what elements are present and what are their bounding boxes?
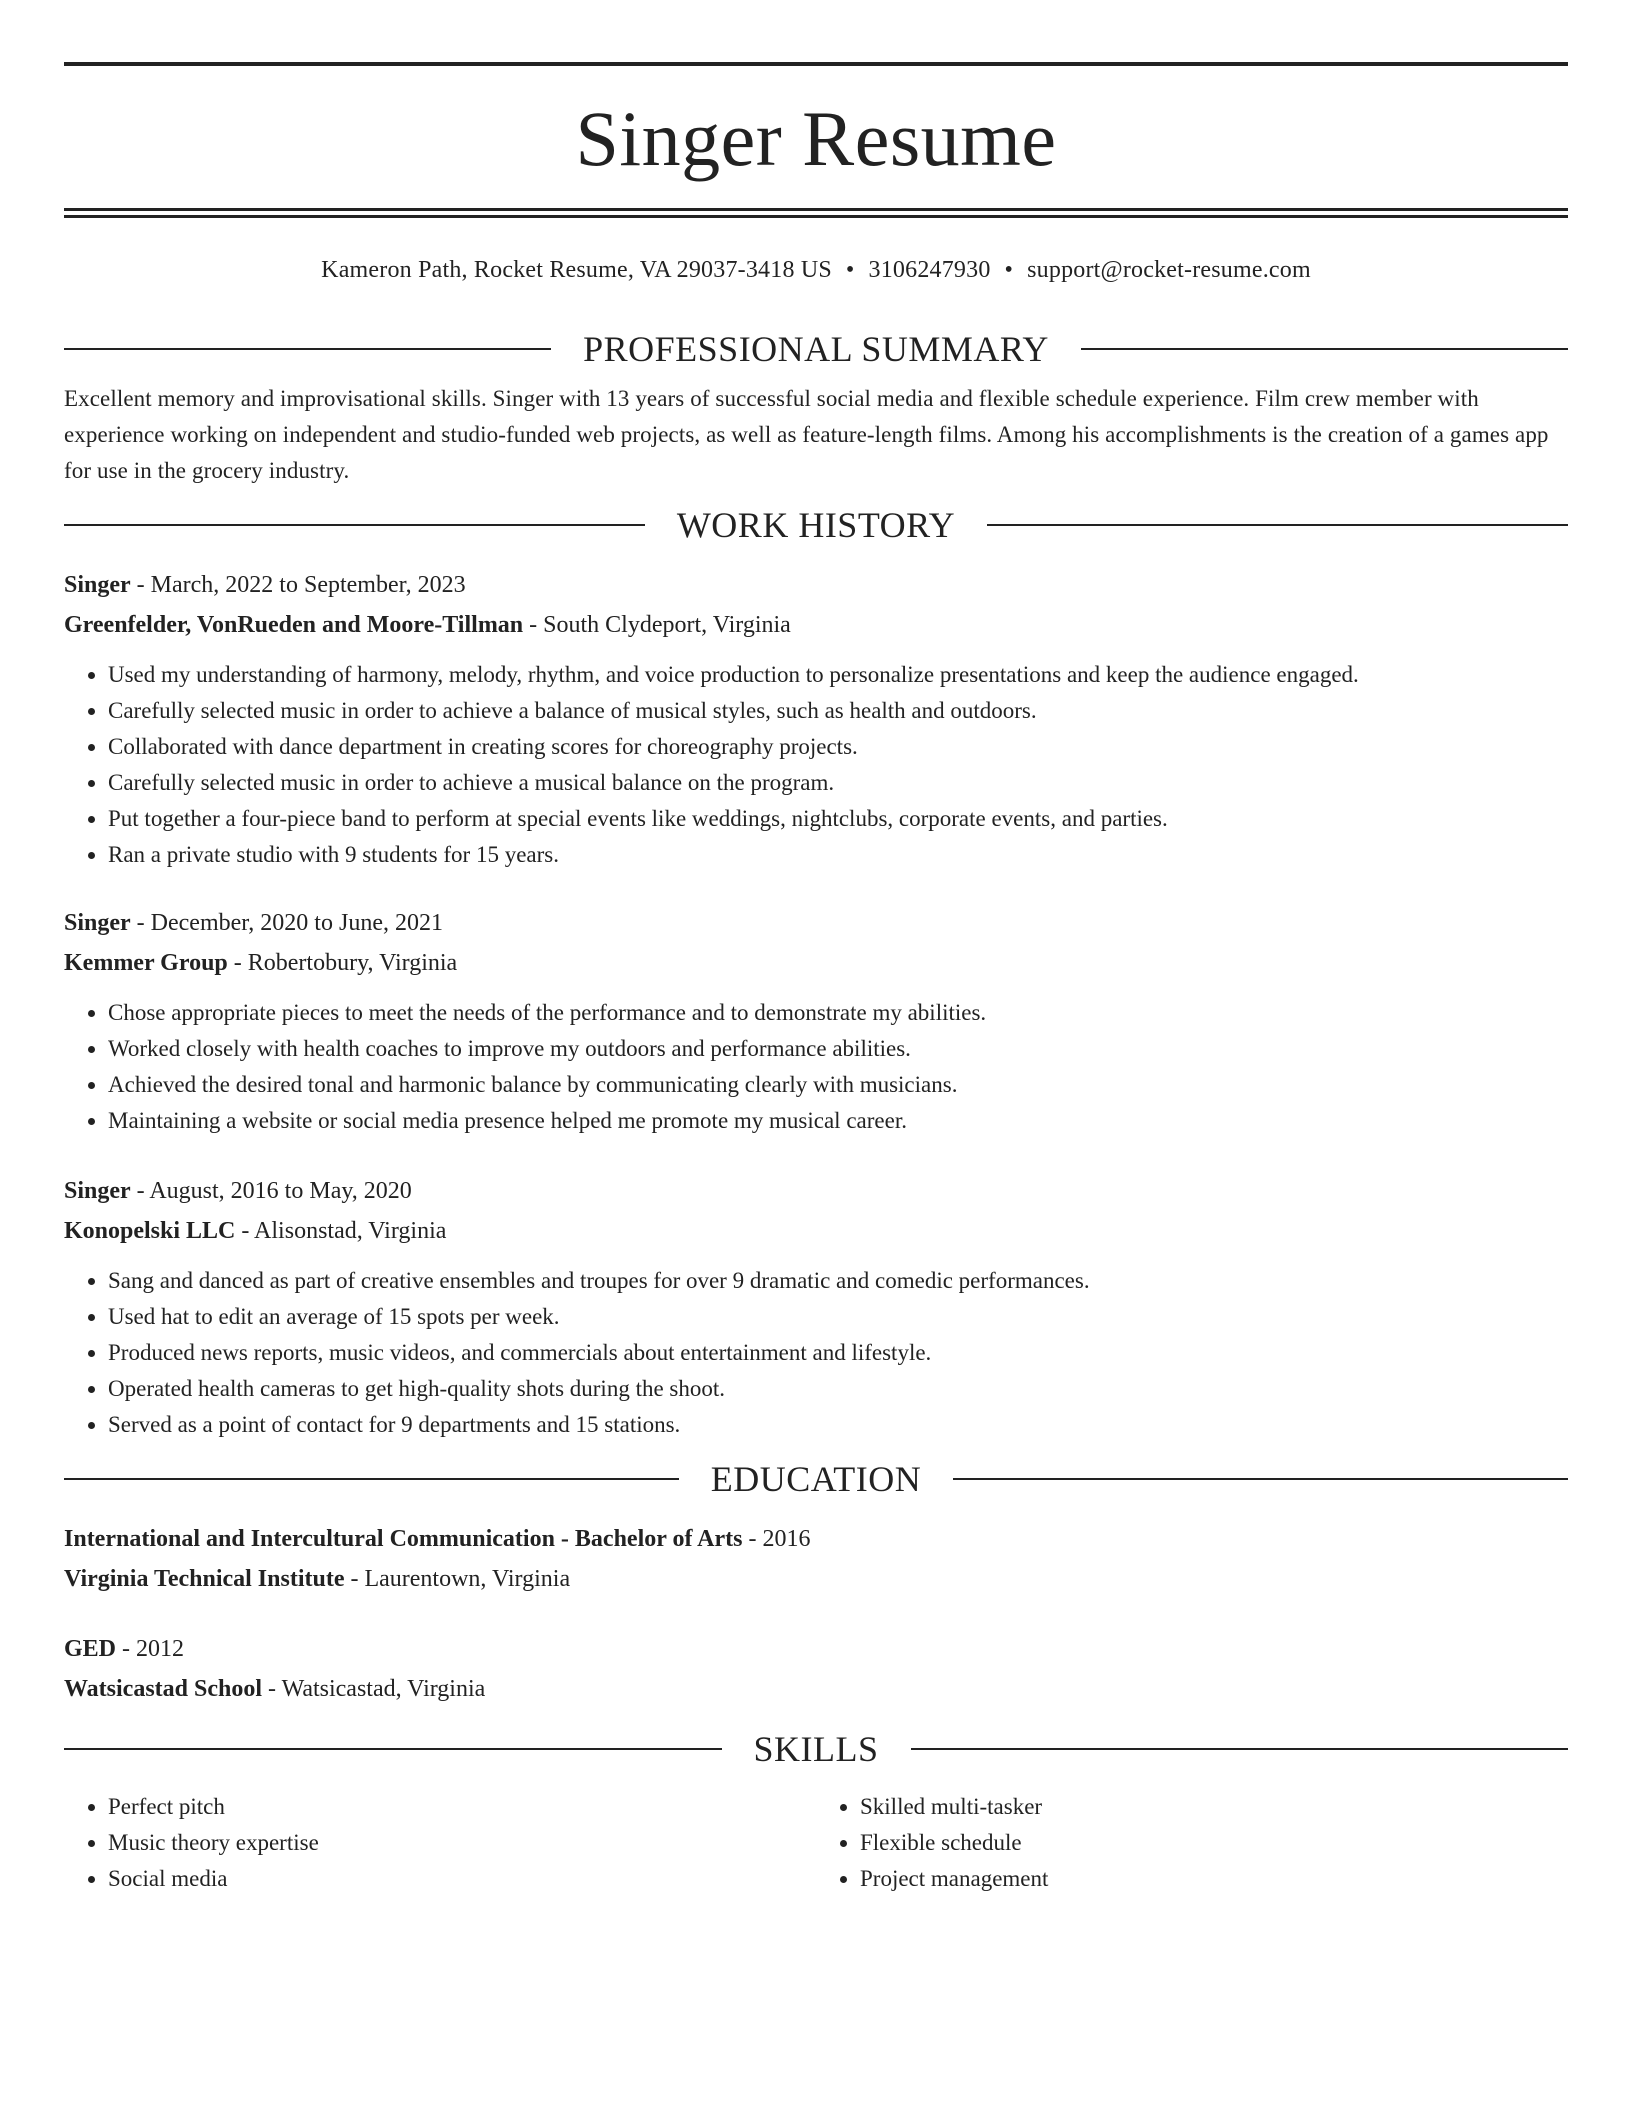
job-company-line [64, 1211, 1568, 1251]
education-degree: International and Intercultural Communication - Bachelor of Arts [64, 1526, 743, 1552]
contact-separator: • [1004, 257, 1014, 283]
skill-item: • Music theory expertise [108, 1825, 816, 1861]
section-header-work [64, 505, 1568, 545]
list-item: • Carefully selected music in order to achieve a musical balance on the program. [108, 765, 1568, 801]
education-year: - 2012 [116, 1636, 185, 1662]
list-item: • Used my understanding of harmony, melody, rhythm, and voice production to personalize presentations and keep the audience engaged. [108, 657, 1568, 693]
divider-line [64, 524, 645, 526]
job-title-line [64, 565, 1568, 605]
section-header-summary [64, 329, 1568, 369]
list-item: • Worked closely with health coaches to improve my outdoors and performance abilities. [108, 1031, 1568, 1067]
title-double-rule [64, 208, 1568, 218]
skills-list-right [816, 1789, 1568, 1897]
education-school: Virginia Technical Institute [64, 1566, 345, 1592]
education-location: - Watsicastad, Virginia [262, 1676, 486, 1702]
divider-line [64, 348, 551, 350]
list-item: • Served as a point of contact for 9 departments and 15 stations. [108, 1407, 1568, 1443]
section-title-education: EDUCATION [710, 1459, 922, 1499]
education-degree-line [64, 1629, 1568, 1669]
divider-line [953, 1478, 1568, 1480]
education-school-line [64, 1559, 1568, 1599]
job-location: - South Clydeport, Virginia [523, 612, 791, 638]
education-location: - Laurentown, Virginia [344, 1566, 571, 1592]
education-school-line [64, 1669, 1568, 1709]
section-header-skills [64, 1729, 1568, 1769]
section-title-work: WORK HISTORY [676, 505, 956, 545]
job-title-line [64, 903, 1568, 943]
job-duties-list [64, 995, 1568, 1139]
section-title-skills: SKILLS [753, 1729, 879, 1769]
list-item: • Carefully selected music in order to achieve a balance of musical styles, such as health and outdoors. [108, 693, 1568, 729]
education-entry [64, 1519, 1568, 1599]
education-year: - 2016 [742, 1526, 811, 1552]
skills-columns [64, 1789, 1568, 1897]
job-title: Singer [64, 910, 131, 936]
job-title: Singer [64, 572, 131, 598]
contact-separator: • [845, 257, 855, 283]
skills-list-left [64, 1789, 816, 1897]
divider-line [64, 1748, 722, 1750]
skill-item: • Project management [860, 1861, 1568, 1897]
job-entry [64, 903, 1568, 1139]
resume-page [64, 0, 1568, 1897]
job-company-line [64, 943, 1568, 983]
divider-line [987, 524, 1568, 526]
page-title: Singer Resume [575, 95, 1057, 182]
skill-item: • Perfect pitch [108, 1789, 816, 1825]
job-title-line [64, 1171, 1568, 1211]
list-item: • Chose appropriate pieces to meet the needs of the performance and to demonstrate my abilities. [108, 995, 1568, 1031]
list-item: • Achieved the desired tonal and harmonic balance by communicating clearly with musicians. [108, 1067, 1568, 1103]
job-title: Singer [64, 1178, 131, 1204]
job-location: - Robertobury, Virginia [227, 950, 458, 976]
job-duties-list [64, 657, 1568, 873]
list-item: • Sang and danced as part of creative ensembles and troupes for over 9 dramatic and comedic performances. [108, 1263, 1568, 1299]
list-item: • Produced news reports, music videos, and commercials about entertainment and lifestyle. [108, 1335, 1568, 1371]
job-dates: - December, 2020 to June, 2021 [130, 910, 443, 936]
skill-item: • Skilled multi-tasker [860, 1789, 1568, 1825]
contact-address: Kameron Path, Rocket Resume, VA 29037-3418 US [321, 257, 832, 283]
job-entry [64, 1171, 1568, 1443]
education-degree-line [64, 1519, 1568, 1559]
list-item: • Maintaining a website or social media presence helped me promote my musical career. [108, 1103, 1568, 1139]
list-item: • Put together a four-piece band to perform at special events like weddings, nightclubs, corporate events, and parties. [108, 801, 1568, 837]
list-item: • Operated health cameras to get high-quality shots during the shoot. [108, 1371, 1568, 1407]
skill-item: • Social media [108, 1861, 816, 1897]
education-degree: GED [64, 1636, 117, 1662]
job-duties-list [64, 1263, 1568, 1443]
job-entry [64, 565, 1568, 873]
list-item: • Collaborated with dance department in creating scores for choreography projects. [108, 729, 1568, 765]
contact-email: support@rocket-resume.com [1027, 257, 1311, 283]
divider-line [64, 1478, 679, 1480]
job-dates: - March, 2022 to September, 2023 [130, 572, 466, 598]
education-school: Watsicastad School [64, 1676, 263, 1702]
top-rule [64, 62, 1568, 66]
divider-line [911, 1748, 1569, 1750]
job-company-line [64, 605, 1568, 645]
divider-line [1081, 348, 1568, 350]
job-company: Konopelski LLC [64, 1218, 236, 1244]
job-company: Greenfelder, VonRueden and Moore-Tillman [64, 612, 524, 638]
section-title-summary: PROFESSIONAL SUMMARY [583, 329, 1049, 369]
list-item: • Ran a private studio with 9 students for 15 years. [108, 837, 1568, 873]
skill-item: • Flexible schedule [860, 1825, 1568, 1861]
contact-line [64, 255, 1568, 285]
contact-phone: 3106247930 [868, 257, 991, 283]
summary-text: Excellent memory and improvisational skills. Singer with 13 years of successful social media and flexible schedule experience. Film crew member with experience working on independent and studio-funded web projects, as well as feature-length films. Among his accomplishments is the creation of a games app for use in the grocery industry. [64, 386, 1549, 483]
job-company: Kemmer Group [64, 950, 228, 976]
job-location: - Alisonstad, Virginia [235, 1218, 447, 1244]
job-dates: - August, 2016 to May, 2020 [130, 1178, 412, 1204]
education-entry [64, 1629, 1568, 1709]
list-item: • Used hat to edit an average of 15 spots per week. [108, 1299, 1568, 1335]
section-header-education [64, 1459, 1568, 1499]
